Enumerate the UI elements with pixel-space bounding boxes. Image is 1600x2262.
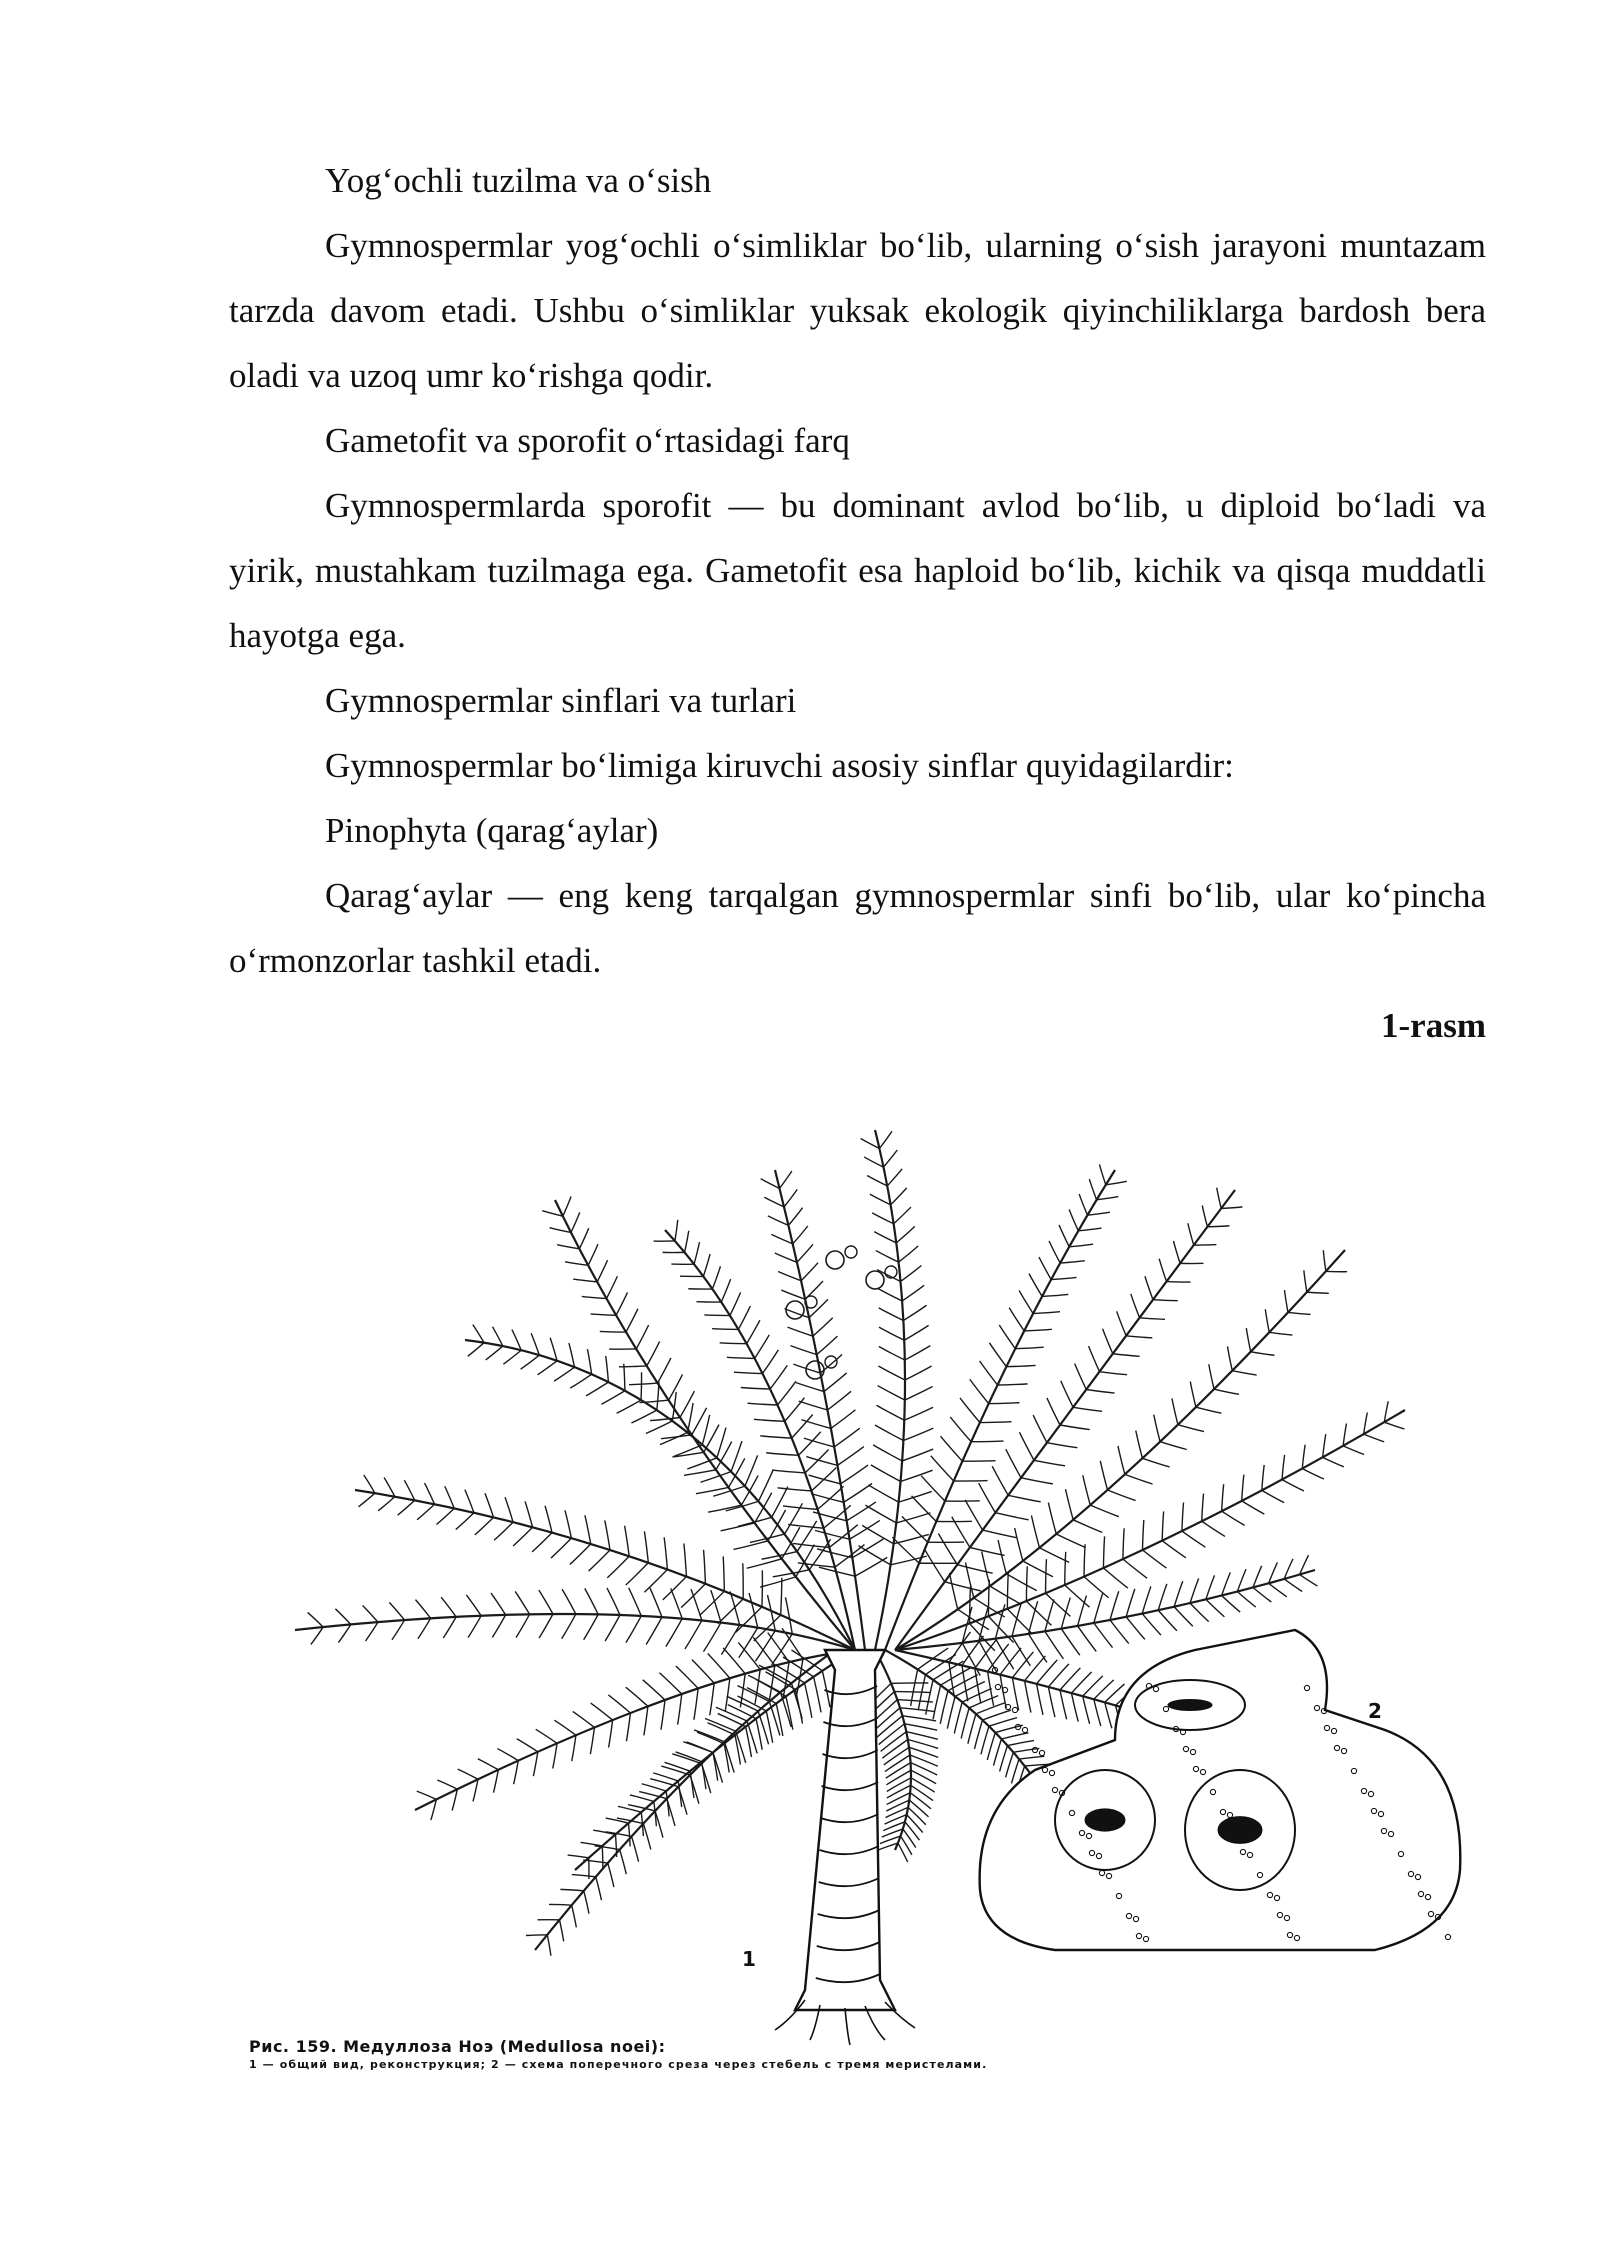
paragraph-classes-intro: Gymnospermlar bo‘limiga kiruvchi asosiy sinflar quyidagilardir: [325,746,1234,785]
paragraph-pinophyta: Qarag‘aylar — eng keng tarqalgan gymnospermlar sinfi bo‘lib, ular ko‘pincha o‘rmonzorlar tashkil etadi. [229,876,1486,980]
paragraph-woody-growth: Gymnospermlar yog‘ochli o‘simliklar bo‘lib, ularning o‘sish jarayoni muntazam tarzda davom etadi. Ushbu o‘simliklar yuksak ekologik qiyinchiliklarga bardosh bera oladi va uzoq umr ko‘rishga qodir. [229,226,1486,395]
figure-part-2-number: 2 [1368,1699,1382,1723]
paragraph-sporophyte: Gymnospermlarda sporofit — bu dominant avlod bo‘lib, u diploid bo‘ladi va yirik, mustahkam tuzilmaga ega. Gametofit esa haploid bo‘lib, kichik va qisqa muddatli hayotga ega. [229,486,1486,655]
trunk [775,1650,915,2045]
medullosa-illustration [235,1110,1505,2090]
frond-rachis [535,1650,835,1950]
heading-classes: Gymnospermlar sinflari va turlari [325,681,797,720]
heading-woody-structure: Yog‘ochli tuzilma va o‘sish [325,161,712,200]
frond-rachis [665,1230,855,1650]
figure-part-1-number: 1 [742,1947,756,1971]
frond-rachis [875,1130,905,1650]
frond-rachis [355,1490,855,1650]
heading-pinophyta: Pinophyta (qarag‘aylar) [325,811,659,850]
stem-cross-section [980,1630,1461,1950]
figure-label: 1-rasm [1381,1006,1486,1045]
frond-rachis [895,1410,1405,1650]
heading-gametophyte-sporophyte: Gametofit va sporofit o‘rtasidagi farq [325,421,850,460]
frond-rachis [295,1614,855,1650]
figure-caption-legend: 1 — общий вид, реконструкция; 2 — схема поперечного среза через стебель с тремя меристелами. [249,2058,988,2071]
frond-rachis [415,1650,855,1810]
figure-caption-title: Рис. 159. Медуллоза Ноэ (Medullosa noei): [249,2037,666,2056]
tree-fern-drawing [235,1110,1505,2090]
body-text [229,148,1486,1058]
